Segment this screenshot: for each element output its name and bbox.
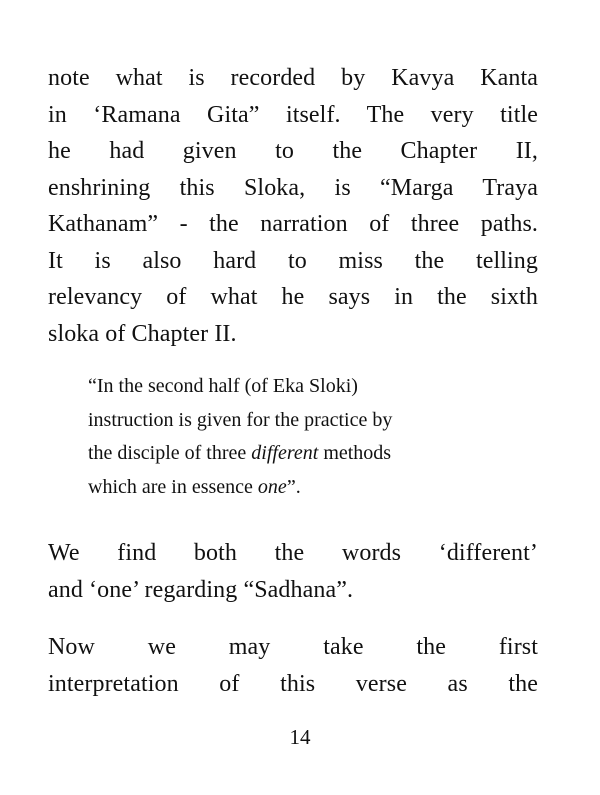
text-line: he had given to the Chapter II, — [48, 138, 538, 164]
quote-text: ”. — [286, 475, 301, 498]
text-line: and ‘one’ regarding “Sadhana”. — [48, 576, 354, 603]
text-line: note what is recorded by Kavya Kanta — [48, 65, 538, 91]
text-line: We find both the words ‘different’ — [48, 540, 538, 566]
quote-line — [88, 437, 508, 471]
quote-text: which are in essence — [88, 475, 258, 498]
text-line: interpretation of this verse as the — [48, 670, 538, 697]
emphasis-different: different — [251, 442, 319, 464]
quote-text: methods — [318, 442, 392, 464]
paragraph-ramana-gita — [48, 60, 538, 352]
block-quote — [88, 370, 508, 504]
text-line: Now we may take the first — [48, 634, 538, 660]
quote-text: the disciple of three — [88, 442, 252, 464]
text-line: enshrining this Sloka, is “Marga Traya — [48, 174, 538, 201]
quote-line — [88, 471, 508, 505]
page-number: 14 — [289, 725, 311, 749]
text-line: Kathanam” - the narration of three paths. — [48, 211, 538, 237]
text-line: sloka of Chapter II. — [48, 320, 237, 347]
paragraph-interpretation — [48, 629, 538, 702]
paragraph-sadhana — [48, 535, 538, 608]
text-line: relevancy of what he says in the sixth — [48, 284, 538, 310]
emphasis-one: one — [257, 475, 287, 498]
text-line: It is also hard to miss the telling — [48, 247, 538, 274]
quote-line: instruction is given for the practice by — [88, 408, 393, 431]
text-line: in ‘Ramana Gita” itself. The very title — [48, 101, 538, 128]
quote-line: “In the second half (of Eka Sloki) — [88, 375, 358, 397]
